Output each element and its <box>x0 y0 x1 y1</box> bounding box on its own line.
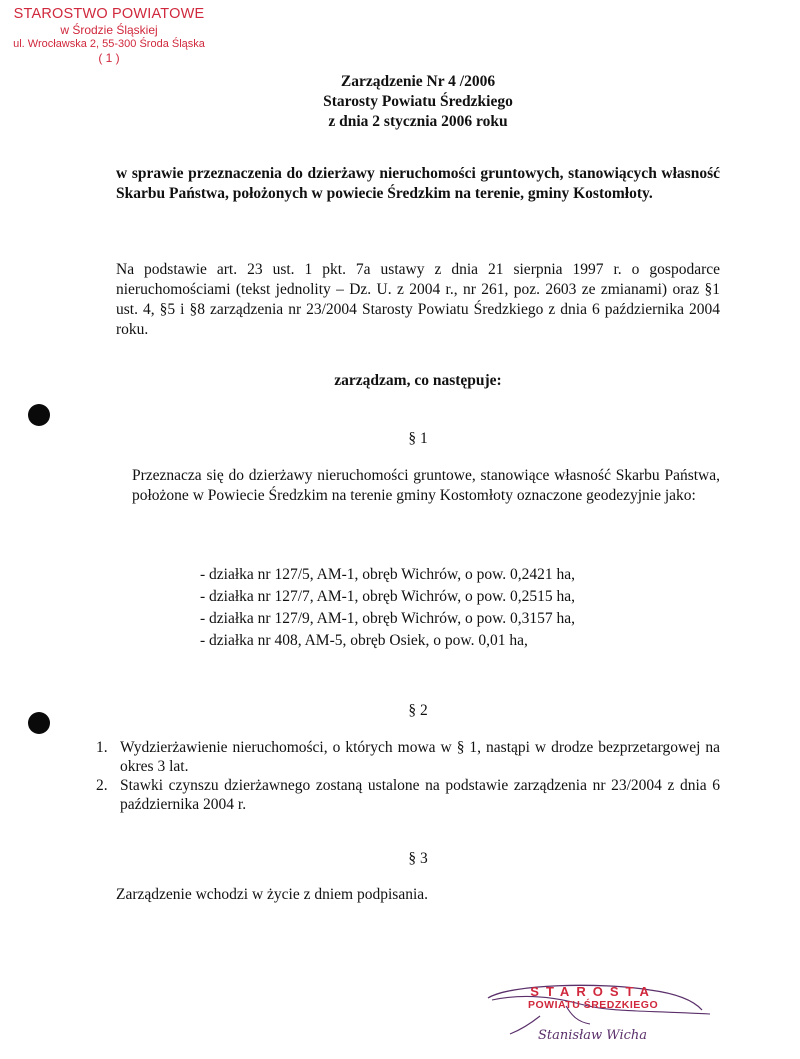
plot-list <box>200 564 575 652</box>
office-stamp <box>0 6 218 65</box>
item-text: Wydzierżawienie nieruchomości, o których mowa w § 1, nastąpi w drodze bezprzetargowej na okres 3 lat. <box>120 739 720 775</box>
document-title <box>0 72 800 132</box>
stamp-subtitle: POWIATU ŚREDZKIEGO <box>528 999 659 1011</box>
plot-item: - działka nr 408, AM-5, obręb Osiek, o pow. 0,01 ha, <box>200 632 528 649</box>
title-line-1: Zarządzenie Nr 4 /2006 <box>340 73 496 90</box>
plot-item: - działka nr 127/5, AM-1, obręb Wichrów, o pow. 0,2421 ha, <box>200 566 576 583</box>
section-2-list <box>96 738 720 814</box>
section-2-mark: § 2 <box>408 702 428 719</box>
plot-item: - działka nr 127/9, AM-1, obręb Wichrów, o pow. 0,3157 ha, <box>200 610 576 627</box>
legal-basis: Na podstawie art. 23 ust. 1 pkt. 7a ustawy z dnia 21 sierpnia 1997 r. o gospodarce nieruchomościami (tekst jednolity – Dz. U. z 2004 r., nr 261, poz. 2603 ze zmianami) oraz §1 ust. 4, §5 i §8 zarządzenia nr 23/2004 Starosty Powiatu Średzkiego z dnia 6 października 2004 roku. <box>116 261 720 338</box>
ordain-heading: zarządzam, co następuje: <box>334 372 502 389</box>
section-3-text: Zarządzenie wchodzi w życie z dniem podpisania. <box>116 886 429 903</box>
item-number: 1. <box>96 739 108 756</box>
section-3-mark: § 3 <box>408 850 428 867</box>
section-1-mark: § 1 <box>408 430 428 447</box>
section-1-text: Przeznacza się do dzierżawy nieruchomości gruntowe, stanowiące własność Skarbu Państwa, położone w Powiecie Średzkim na terenie gminy Kostomłoty oznaczone geodezyjnie jako: <box>132 467 720 504</box>
stamp-office-address: ul. Wrocławska 2, 55-300 Środa Śląska <box>13 37 205 50</box>
starosta-stamp <box>528 984 658 1011</box>
title-line-3: z dnia 2 stycznia 2006 roku <box>328 113 508 130</box>
item-number: 2. <box>96 777 108 794</box>
punch-hole-upper <box>28 404 50 426</box>
item-text: Stawki czynszu dzierżawnego zostaną ustalone na podstawie zarządzenia nr 23/2004 z dnia 6 października 2004 r. <box>120 777 720 813</box>
title-line-2: Starosty Powiatu Średzkiego <box>323 93 513 110</box>
plot-item: - działka nr 127/7, AM-1, obręb Wichrów, o pow. 0,2515 ha, <box>200 588 576 605</box>
section-2-item <box>96 776 720 814</box>
document-subject: w sprawie przeznaczenia do dzierżawy nieruchomości gruntowych, stanowiących własność Skarbu Państwa, położonych w powiecie Średzkim na terenie, gminy Kostomłoty. <box>116 165 720 202</box>
stamp-office-number: ( 1 ) <box>98 50 120 65</box>
stamp-office-name: STAROSTWO POWIATOWE <box>13 6 205 22</box>
signatory-name: Stanisław Wicha <box>538 1028 648 1043</box>
section-2-item <box>96 738 720 776</box>
stamp-title: STAROSTA <box>530 984 656 999</box>
stamp-office-town: w Środzie Śląskiej <box>60 23 158 38</box>
